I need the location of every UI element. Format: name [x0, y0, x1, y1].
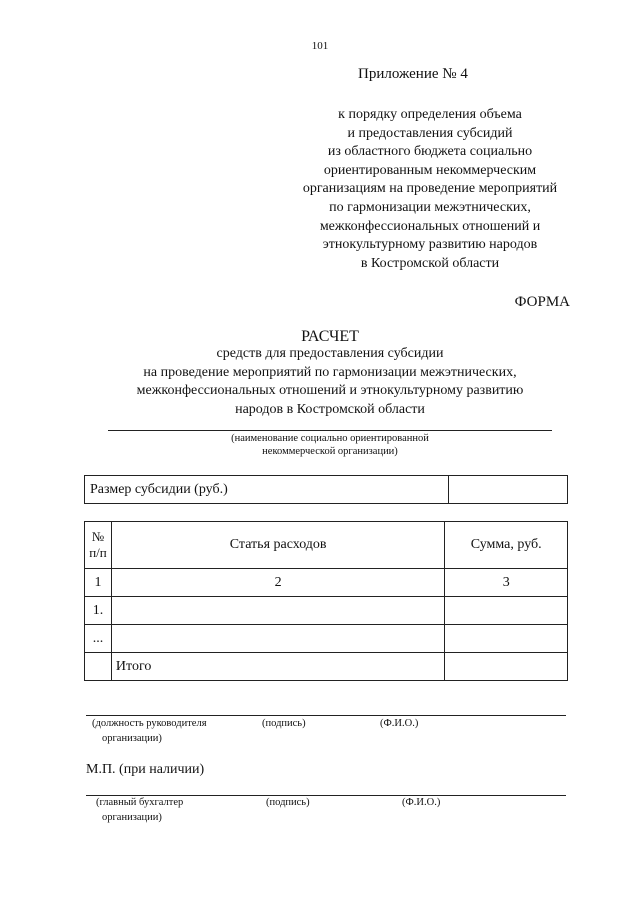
table-row [85, 625, 568, 653]
subsidy-value-cell [449, 476, 568, 504]
head-position-caption: (должность руководителя организации) [92, 718, 207, 744]
total-sum-cell [445, 653, 568, 681]
organization-name-line [108, 430, 552, 431]
table-cell [111, 597, 444, 625]
table-cell: ... [85, 625, 112, 653]
organization-caption [108, 432, 552, 458]
subtitle-line: межконфессиональных отношений и этнокультурному развитию [136, 383, 524, 398]
appendix-line: ориентированным некоммерческим [323, 162, 537, 178]
appendix-text [270, 106, 590, 273]
subtitle-line: на проведение мероприятий по гармонизации межэтнических, [143, 364, 517, 380]
expense-table [84, 521, 568, 681]
table-row [85, 597, 568, 625]
total-row [85, 653, 568, 681]
head-name-caption: (Ф.И.О.) [380, 718, 419, 729]
subtitle-line: народов в Костромской области [235, 401, 425, 417]
total-label: Итого [111, 653, 444, 681]
subsidy-table [84, 475, 568, 504]
appendix-line: организациям на проведение мероприятий [302, 181, 558, 197]
document-title: РАСЧЕТ [301, 328, 359, 345]
appendix-line: межконфессиональных отношений и [319, 218, 541, 234]
page-number: 101 [311, 40, 329, 52]
table-cell: 1 [85, 569, 112, 597]
header-sum: Сумма, руб. [445, 522, 568, 569]
appendix-line: к порядку определения объема [338, 107, 522, 122]
appendix-line: из областного бюджета социально [327, 144, 533, 160]
table-cell: 2 [111, 569, 444, 597]
appendix-line: этнокультурному развитию народов [322, 237, 538, 253]
caption-line: некоммерческой организации) [262, 446, 398, 457]
subtitle-line: средств для предоставления субсидии [216, 346, 444, 361]
document-subtitle [0, 345, 640, 419]
header-expense-item: Статья расходов [111, 522, 444, 569]
appendix-line: по гармонизации межэтнических, [329, 199, 531, 215]
accountant-signature-caption: (подпись) [266, 797, 310, 808]
table-cell: 3 [445, 569, 568, 597]
subsidy-label: Размер субсидии (руб.) [85, 476, 449, 504]
appendix-line: и предоставления субсидий [347, 125, 513, 141]
table-cell: 1. [85, 597, 112, 625]
table-cell [445, 625, 568, 653]
stamp-label: М.П. (при наличии) [86, 762, 205, 777]
table-cell [85, 653, 112, 681]
table-cell [111, 625, 444, 653]
form-label: ФОРМА [514, 294, 570, 310]
accountant-name-caption: (Ф.И.О.) [402, 797, 441, 808]
header-number: № п/п [85, 522, 112, 569]
accountant-position-caption: (главный бухгалтер организации) [96, 797, 184, 823]
appendix-title: Приложение № 4 [358, 66, 468, 82]
numbering-row [85, 569, 568, 597]
head-signature-caption: (подпись) [262, 718, 306, 729]
table-cell [445, 597, 568, 625]
caption-line: (наименование социально ориентированной [231, 433, 429, 444]
appendix-line: в Костромской области [360, 255, 500, 271]
